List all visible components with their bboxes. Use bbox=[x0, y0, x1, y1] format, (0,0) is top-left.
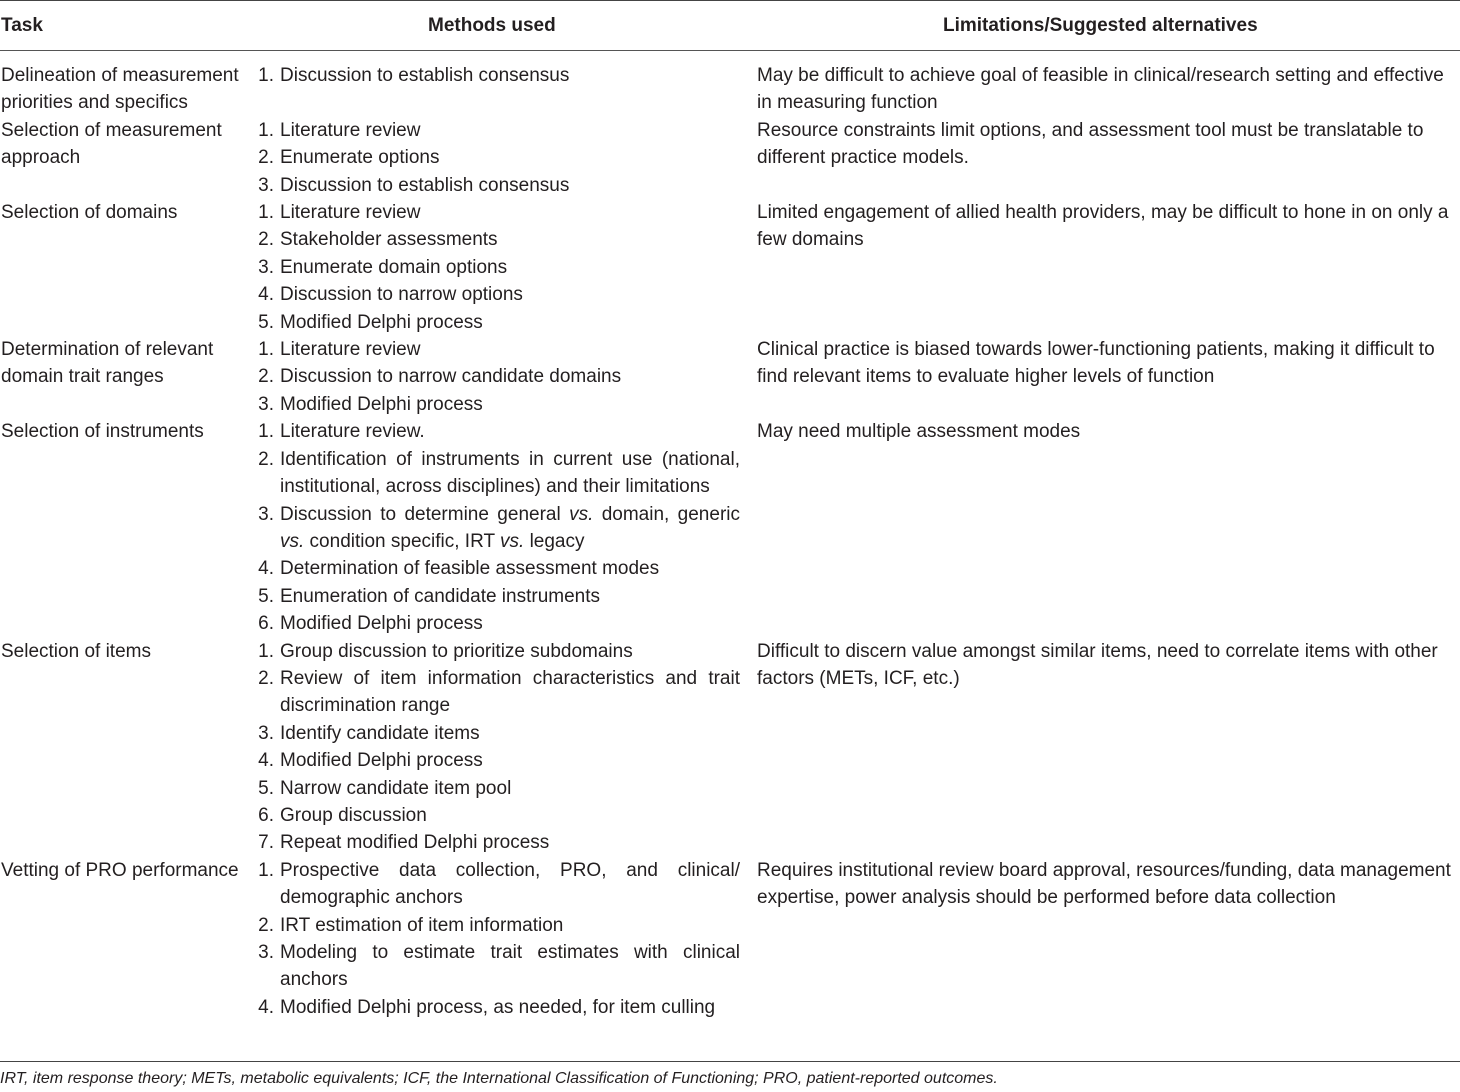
limitations-cell: Clinical practice is biased towards lower-functioning patients, making it difficult to find relevant items to evaluate higher levels of function bbox=[757, 339, 1435, 388]
method-text: Enumerate domain options bbox=[280, 256, 508, 278]
task-cell: Selection of domains bbox=[1, 202, 178, 224]
table-footnote: IRT, item response theory; METs, metabolic equivalents; ICF, the International Classification of Functioning; PRO, patient-reported outcomes. bbox=[0, 1070, 998, 1087]
method-number: 1. bbox=[258, 640, 274, 662]
table-row bbox=[0, 418, 1460, 637]
method-number: 4. bbox=[258, 996, 274, 1018]
task-cell: Selection of measurement approach bbox=[1, 119, 222, 169]
method-number: 3. bbox=[258, 942, 274, 963]
limitations-cell: May be difficult to achieve goal of feasible in clinical/research setting and effective in measuring function bbox=[757, 65, 1444, 114]
method-text: Literature review bbox=[280, 119, 421, 141]
method-text: Literature review. bbox=[280, 421, 425, 443]
table-top-rule bbox=[0, 0, 1460, 1]
limitations-cell: Limited engagement of allied health providers, may be difficult to hone in on only a few domains bbox=[757, 202, 1449, 251]
method-item bbox=[250, 254, 740, 281]
method-number: 1. bbox=[258, 421, 274, 443]
method-text: IRT estimation of item information bbox=[280, 914, 564, 936]
method-number: 1. bbox=[258, 119, 274, 141]
method-text: Modeling to estimate trait estimates with clinical anchors bbox=[280, 942, 740, 991]
method-text: Stakeholder assessments bbox=[280, 229, 498, 251]
method-item bbox=[250, 281, 740, 308]
limitations-cell: Requires institutional review board approval, resources/funding, data management expertise, power analysis should be performed before data collection bbox=[757, 859, 1451, 909]
method-text: Enumerate options bbox=[280, 147, 440, 169]
method-item bbox=[250, 912, 740, 939]
method-number: 6. bbox=[258, 613, 274, 635]
header-limitations: Limitations/Suggested alternatives bbox=[943, 15, 1258, 36]
method-text: Group discussion bbox=[280, 804, 427, 826]
method-item bbox=[250, 994, 740, 1021]
method-number: 1. bbox=[258, 859, 274, 881]
methods-cell bbox=[246, 418, 740, 637]
method-item bbox=[250, 336, 740, 363]
method-number: 5. bbox=[258, 777, 274, 799]
table-body bbox=[0, 62, 1460, 1021]
method-item bbox=[250, 610, 740, 637]
method-item bbox=[250, 802, 740, 829]
method-item bbox=[250, 720, 740, 747]
task-cell: Determination of relevant domain trait ranges bbox=[1, 339, 214, 388]
method-item bbox=[250, 583, 740, 610]
method-item bbox=[250, 226, 740, 253]
table-row bbox=[0, 336, 1460, 418]
methods-cell bbox=[246, 857, 740, 1021]
method-text: Modified Delphi process, as needed, for item culling bbox=[280, 996, 716, 1018]
method-text: Discussion to narrow candidate domains bbox=[280, 366, 622, 388]
method-text: Narrow candidate item pool bbox=[280, 777, 512, 799]
method-text: Identification of instruments in current use (national, institutional, across disciplines) and their limitations bbox=[280, 448, 740, 498]
method-item bbox=[250, 144, 740, 171]
method-text: Discussion to narrow options bbox=[280, 284, 523, 306]
method-number: 1. bbox=[258, 339, 274, 361]
table-row bbox=[0, 117, 1460, 199]
method-number: 2. bbox=[258, 448, 274, 470]
method-text: Modified Delphi process bbox=[280, 393, 483, 415]
header-task: Task bbox=[1, 15, 43, 36]
method-item bbox=[250, 829, 740, 856]
method-text: Literature review bbox=[280, 339, 421, 361]
method-item bbox=[250, 418, 740, 445]
method-item bbox=[250, 117, 740, 144]
method-text: Discussion to determine general vs. domain, generic vs. condition specific, IRT vs. legacy bbox=[280, 503, 740, 552]
method-number: 2. bbox=[258, 914, 274, 936]
limitations-cell: May need multiple assessment modes bbox=[757, 421, 1081, 443]
method-item bbox=[250, 939, 740, 994]
method-item bbox=[250, 775, 740, 802]
task-cell: Selection of items bbox=[1, 640, 151, 662]
method-number: 3. bbox=[258, 174, 274, 196]
table-row bbox=[0, 638, 1460, 857]
method-text: Determination of feasible assessment modes bbox=[280, 558, 660, 580]
method-item bbox=[250, 391, 740, 418]
method-number: 5. bbox=[258, 311, 274, 333]
method-item bbox=[250, 638, 740, 665]
method-item bbox=[250, 857, 740, 912]
methods-cell bbox=[246, 638, 740, 857]
table-bottom-rule bbox=[0, 1061, 1460, 1062]
method-item bbox=[250, 501, 740, 556]
methods-cell bbox=[246, 336, 740, 418]
method-text: Modified Delphi process bbox=[280, 613, 483, 635]
limitations-cell: Resource constraints limit options, and assessment tool must be translatable to different practice models. bbox=[757, 119, 1424, 169]
method-number: 4. bbox=[258, 750, 274, 772]
method-text: Review of item information characteristics and trait discrimination range bbox=[280, 667, 740, 717]
method-item bbox=[250, 199, 740, 226]
method-item bbox=[250, 363, 740, 390]
task-cell: Delineation of measurement priorities and specifics bbox=[1, 65, 239, 114]
methods-cell bbox=[246, 117, 740, 199]
method-text: Discussion to establish consensus bbox=[280, 174, 570, 196]
task-cell: Vetting of PRO performance bbox=[1, 859, 239, 881]
method-number: 1. bbox=[258, 65, 274, 86]
method-item bbox=[250, 62, 740, 89]
table-row bbox=[0, 857, 1460, 1021]
method-text: Prospective data collection, PRO, and clinical/ demographic anchors bbox=[280, 859, 740, 909]
method-text: Enumeration of candidate instruments bbox=[280, 585, 601, 607]
method-item bbox=[250, 309, 740, 336]
method-number: 2. bbox=[258, 229, 274, 251]
method-number: 1. bbox=[258, 202, 274, 224]
method-number: 3. bbox=[258, 503, 274, 525]
header-methods: Methods used bbox=[428, 15, 556, 36]
method-text: Literature review bbox=[280, 202, 421, 224]
task-cell: Selection of instruments bbox=[1, 421, 204, 443]
method-number: 3. bbox=[258, 393, 274, 415]
method-number: 2. bbox=[258, 147, 274, 169]
method-number: 4. bbox=[258, 284, 274, 306]
method-text: Modified Delphi process bbox=[280, 750, 483, 772]
method-number: 2. bbox=[258, 667, 274, 689]
method-number: 2. bbox=[258, 366, 274, 388]
method-number: 6. bbox=[258, 804, 274, 826]
method-number: 4. bbox=[258, 558, 274, 580]
method-item bbox=[250, 446, 740, 501]
limitations-cell: Difficult to discern value amongst similar items, need to correlate items with other factors (METs, ICF, etc.) bbox=[757, 640, 1438, 689]
method-item bbox=[250, 172, 740, 199]
method-text: Repeat modified Delphi process bbox=[280, 832, 550, 854]
method-text: Modified Delphi process bbox=[280, 311, 483, 333]
methods-cell bbox=[246, 62, 740, 117]
table-row bbox=[0, 62, 1460, 117]
header-rule bbox=[0, 50, 1460, 51]
method-text: Discussion to establish consensus bbox=[280, 65, 570, 86]
method-number: 5. bbox=[258, 585, 274, 607]
method-item bbox=[250, 665, 740, 720]
methods-cell bbox=[246, 199, 740, 336]
method-number: 3. bbox=[258, 256, 274, 278]
method-number: 7. bbox=[258, 832, 274, 854]
table-row bbox=[0, 199, 1460, 336]
method-text: Group discussion to prioritize subdomains bbox=[280, 640, 633, 662]
method-item bbox=[250, 555, 740, 582]
method-number: 3. bbox=[258, 722, 274, 744]
method-text: Identify candidate items bbox=[280, 722, 480, 744]
method-item bbox=[250, 747, 740, 774]
